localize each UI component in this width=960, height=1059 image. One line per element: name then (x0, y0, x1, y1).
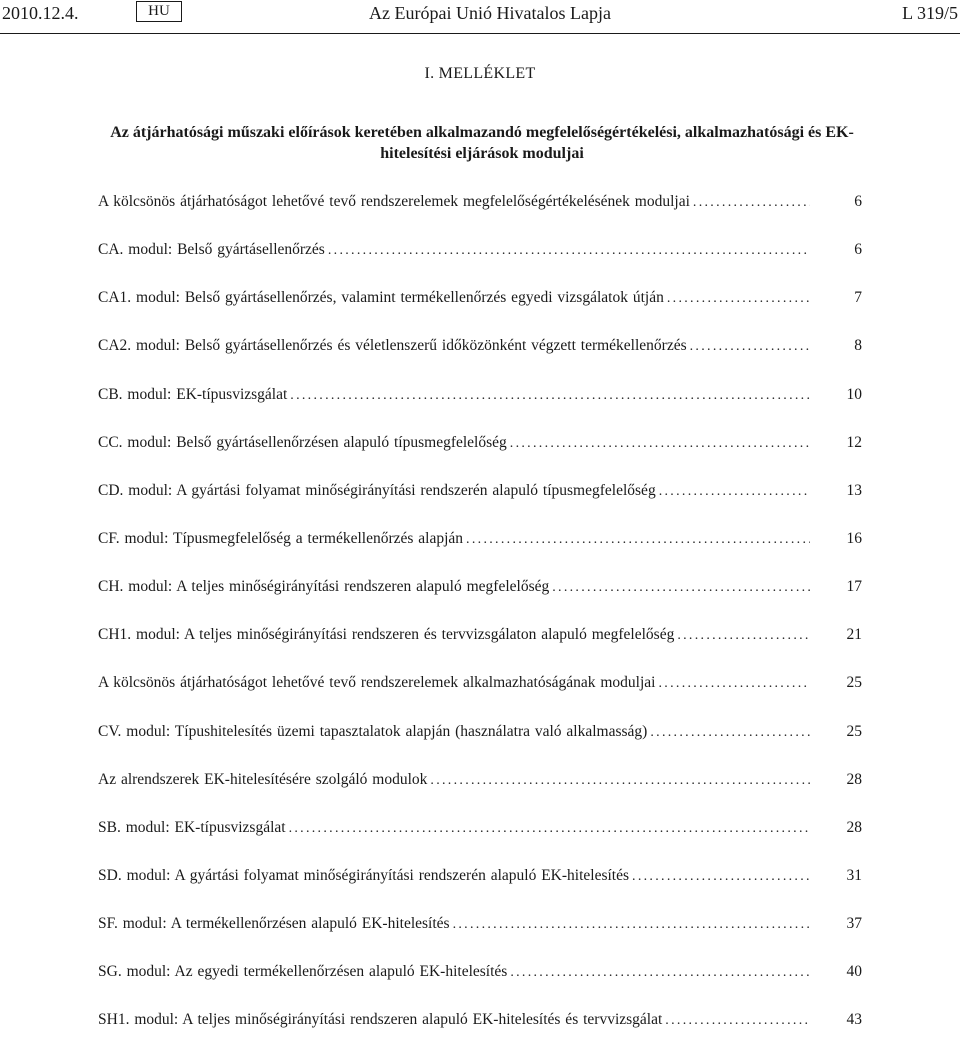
toc-leader-dots (650, 723, 810, 743)
toc-leader-dots (659, 674, 811, 694)
toc-entry[interactable] (98, 336, 868, 384)
toc-entry[interactable] (98, 1010, 868, 1058)
toc-entry-page: 37 (846, 915, 862, 933)
toc-entry[interactable] (98, 192, 868, 240)
toc-entry-page: 6 (854, 241, 862, 259)
toc-entry-page: 40 (846, 963, 862, 981)
toc-leader-dots (289, 819, 810, 839)
toc-entry-page: 17 (846, 578, 862, 596)
journal-title: Az Európai Unió Hivatalos Lapja (369, 3, 611, 23)
toc-entry[interactable] (98, 818, 868, 866)
toc-entry-label: CC. modul: Belső gyártásellenőrzésen alapuló típusmegfelelőség (98, 433, 507, 451)
toc-entry-label: CA. modul: Belső gyártásellenőrzés (98, 241, 325, 259)
toc-leader-dots (453, 915, 810, 935)
publication-date: 2010.12.4. (2, 3, 79, 23)
toc-leader-dots (677, 626, 810, 646)
toc-entry-label: CF. modul: Típusmegfelelőség a termékellenőrzés alapján (98, 529, 464, 547)
toc-leader-dots (690, 337, 810, 357)
toc-entry-page: 28 (846, 770, 862, 788)
toc-entry-label: CD. modul: A gyártási folyamat minőségirányítási rendszerén alapuló típusmegfelelőség (98, 481, 656, 499)
toc-entry[interactable] (98, 240, 868, 288)
header-divider (0, 33, 960, 34)
annex-heading: I. MELLÉKLET (424, 65, 536, 82)
toc-leader-dots (665, 1011, 810, 1031)
toc-entry[interactable] (98, 866, 868, 914)
document-title: Az átjárhatósági műszaki előírások keretében alkalmazandó megfelelőségértékelési, alkalmazhatósági és EK-hitelesítési eljárások moduljai (110, 124, 854, 162)
language-badge: HU (136, 1, 182, 22)
toc-entry[interactable] (98, 577, 868, 625)
toc-entry[interactable] (98, 770, 868, 818)
toc-entry-page: 25 (846, 674, 862, 692)
toc-leader-dots (466, 530, 810, 550)
toc-entry[interactable] (98, 962, 868, 1010)
toc-entry-page: 7 (854, 289, 862, 307)
toc-leader-dots (510, 434, 810, 454)
toc-entry-label: SF. modul: A termékellenőrzésen alapuló EK-hitelesítés (98, 915, 450, 933)
toc-entry-label: CA2. modul: Belső gyártásellenőrzés és véletlenszerű időközönként végzett termékellenőrzés (98, 337, 687, 355)
toc-leader-dots (552, 578, 810, 598)
toc-entry[interactable] (98, 529, 868, 577)
toc-entry-page: 6 (854, 193, 862, 210)
toc-entry-label: CA1. modul: Belső gyártásellenőrzés, valamint termékellenőrzés egyedi vizsgálatok útján (98, 289, 664, 307)
toc-entry-page: 8 (854, 337, 862, 355)
toc-entry-page: 28 (846, 818, 862, 836)
toc-leader-dots (328, 241, 810, 261)
toc-entry[interactable] (98, 433, 868, 481)
toc-entry[interactable] (98, 385, 868, 433)
toc-entry-label: CH. modul: A teljes minőségirányítási rendszeren alapuló megfelelőség (98, 578, 550, 596)
toc-entry[interactable] (98, 481, 868, 529)
toc-entry-label: CV. modul: Típushitelesítés üzemi tapasztalatok alapján (használatra való alkalmasság) (98, 722, 648, 740)
toc-entry-page: 43 (846, 1011, 862, 1029)
toc-entry-label: A kölcsönös átjárhatóságot lehetővé tevő rendszerelemek alkalmazhatóságának moduljai (98, 674, 656, 692)
toc-entry-label: CH1. modul: A teljes minőségirányítási rendszeren és tervvizsgálaton alapuló megfelelőség (98, 626, 675, 644)
toc-leader-dots (510, 963, 810, 983)
toc-entry-page: 12 (846, 433, 862, 451)
toc-entry-label: CB. modul: EK-típusvizsgálat (98, 385, 288, 403)
toc-entry-page: 21 (846, 626, 862, 644)
toc-entry-page: 16 (846, 529, 862, 547)
toc-entry-label: A kölcsönös átjárhatóságot lehetővé tevő rendszerelemek megfelelőségértékelésének moduljai (98, 193, 690, 210)
toc-entry-label: SG. modul: Az egyedi termékellenőrzésen alapuló EK-hitelesítés (98, 963, 508, 981)
toc-entry-page: 31 (846, 866, 862, 884)
toc-leader-dots (693, 193, 810, 213)
toc-leader-dots (430, 771, 810, 791)
toc-entry-label: Az alrendszerek EK-hitelesítésére szolgáló modulok (98, 770, 428, 788)
toc-entry-label: SB. modul: EK-típusvizsgálat (98, 818, 286, 836)
toc-entry[interactable] (98, 625, 868, 673)
toc-entry[interactable] (98, 673, 868, 721)
toc-entry[interactable] (98, 288, 868, 336)
toc-leader-dots (659, 482, 810, 502)
toc-entry-page: 10 (846, 385, 862, 403)
toc-entry-page: 25 (846, 722, 862, 740)
toc-entry[interactable] (98, 722, 868, 770)
page-header (0, 0, 960, 30)
toc-leader-dots (632, 867, 810, 887)
page-reference: L 319/5 (902, 3, 958, 23)
toc-entry-label: SH1. modul: A teljes minőségirányítási rendszeren alapuló EK-hitelesítés és tervvizsgálat (98, 1011, 663, 1029)
toc-entry[interactable] (98, 914, 868, 962)
table-of-contents (98, 192, 868, 1059)
toc-leader-dots (667, 289, 810, 309)
toc-entry-page: 13 (846, 481, 862, 499)
toc-leader-dots (290, 386, 810, 406)
toc-entry-label: SD. modul: A gyártási folyamat minőségirányítási rendszerén alapuló EK-hitelesítés (98, 866, 630, 884)
